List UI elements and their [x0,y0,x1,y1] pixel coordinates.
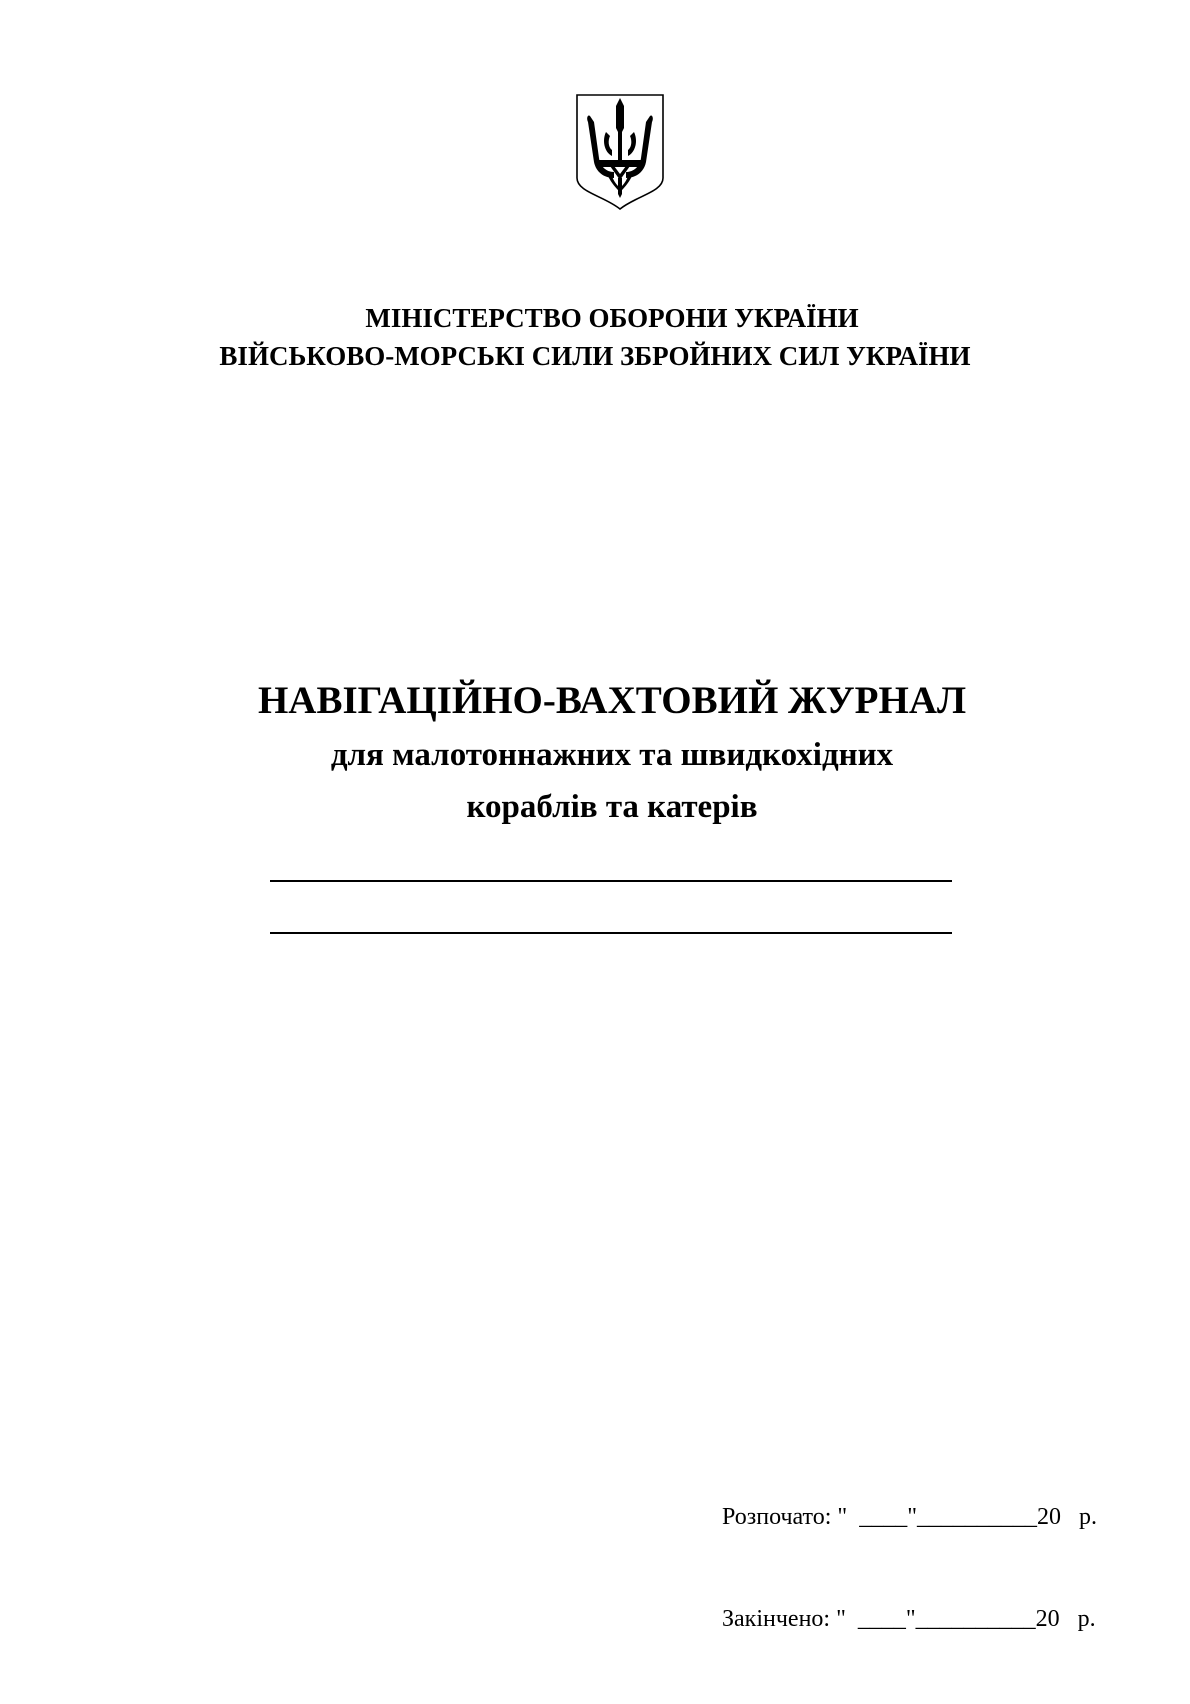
journal-dates [722,1432,1097,1704]
started-date-line: Розпочато: " ____"__________20 р. [722,1504,1097,1530]
finished-date-line: Закінчено: " ____"__________20 р. [722,1606,1096,1632]
ministry-name: МІНІСТЕРСТВО ОБОРОНИ УКРАЇНИ [365,303,859,333]
journal-title: НАВІГАЦІЙНО-ВАХТОВИЙ ЖУРНАЛ [257,679,967,722]
journal-subtitle-line-2: кораблів та катерів [466,789,758,825]
journal-subtitle-line-1: для малотоннажних та швидкохідних [330,737,894,773]
navy-branch-name: ВІЙСЬКОВО-МОРСЬКІ СИЛИ ЗБРОЙНИХ СИЛ УКРАЇНИ [219,341,971,371]
journal-title-block [0,673,1190,833]
blank-fill-line-1 [270,880,952,882]
blank-fill-line-2 [270,932,952,934]
ministry-header [0,299,1190,375]
trident-coat-of-arms-icon [574,92,666,212]
